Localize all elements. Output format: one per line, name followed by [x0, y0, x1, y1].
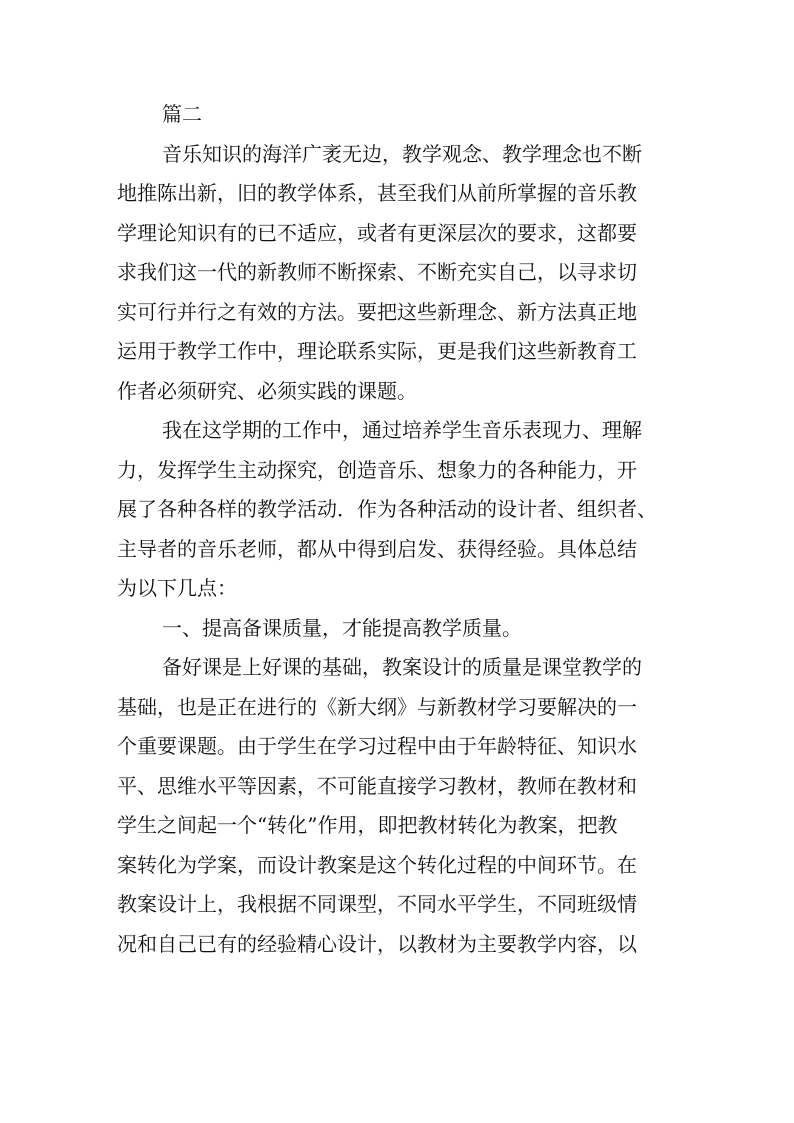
- paragraph-line: 个重要课题。由于学生在学习过程中由于年龄特征、知识水: [117, 734, 637, 758]
- paragraph-line: 实可行并行之有效的方法。要把这些新理念、新方法真正地: [117, 299, 637, 324]
- paragraph-line: 地推陈出新，旧的教学体系，甚至我们从前所掌握的音乐教: [117, 181, 637, 205]
- paragraph-line: 教案设计上，我根据不同课型，不同水平学生，不同班级情: [117, 892, 637, 916]
- paragraph-line: 音乐知识的海洋广袤无边，教学观念、教学理念也不断: [162, 141, 642, 166]
- paragraph-2: [117, 414, 677, 605]
- paragraph-line: 为以下几点：: [117, 576, 237, 600]
- paragraph-line: 备好课是上好课的基础，教案设计的质量是课堂教学的: [162, 655, 642, 679]
- paragraph-line: 况和自己已有的经验精心设计，以教材为主要教学内容，以: [117, 931, 637, 956]
- paragraph-line: 基础，也是正在进行的《新大纲》与新教材学习要解决的一: [117, 694, 637, 719]
- paragraph-line: 我在这学期的工作中，通过培养学生音乐表现力、理解: [162, 418, 642, 442]
- section-subheading: 一、提高备课质量，才能提高教学质量。: [162, 615, 522, 640]
- paragraph-3: [117, 612, 677, 645]
- paragraph-line: 案转化为学案，而设计教案是这个转化过程的中间环节。在: [117, 852, 637, 877]
- document-body: [117, 98, 677, 967]
- paragraph-line: 学理论知识有的已不适应，或者有更深层次的要求，这都要: [117, 220, 637, 245]
- paragraph-line: 平、思维水平等因素，不可能直接学习教材，教师在教材和: [117, 773, 637, 798]
- paragraph-line: 展了各种各样的教学活动．作为各种活动的设计者、组织者、: [117, 497, 657, 521]
- paragraph-line: 力，发挥学生主动探究，创造音乐、想象力的各种能力，开: [117, 457, 637, 482]
- paragraph-line: 主导者的音乐老师，都从中得到启发、获得经验。具体总结: [117, 536, 637, 561]
- paragraph-line: 作者必须研究、必须实践的课题。: [117, 378, 417, 403]
- paragraph-1: [117, 138, 677, 408]
- paragraph-line: 运用于教学工作中，理论联系实际，更是我们这些新教育工: [117, 339, 637, 363]
- section-heading: 篇二: [162, 102, 202, 126]
- paragraph-line: 求我们这一代的新教师不断探索、不断充实自己，以寻求切: [117, 260, 637, 284]
- paragraph-line: 学生之间起一个“转化”作用，即把教材转化为教案，把教: [117, 813, 618, 837]
- paragraph-4: [117, 651, 677, 961]
